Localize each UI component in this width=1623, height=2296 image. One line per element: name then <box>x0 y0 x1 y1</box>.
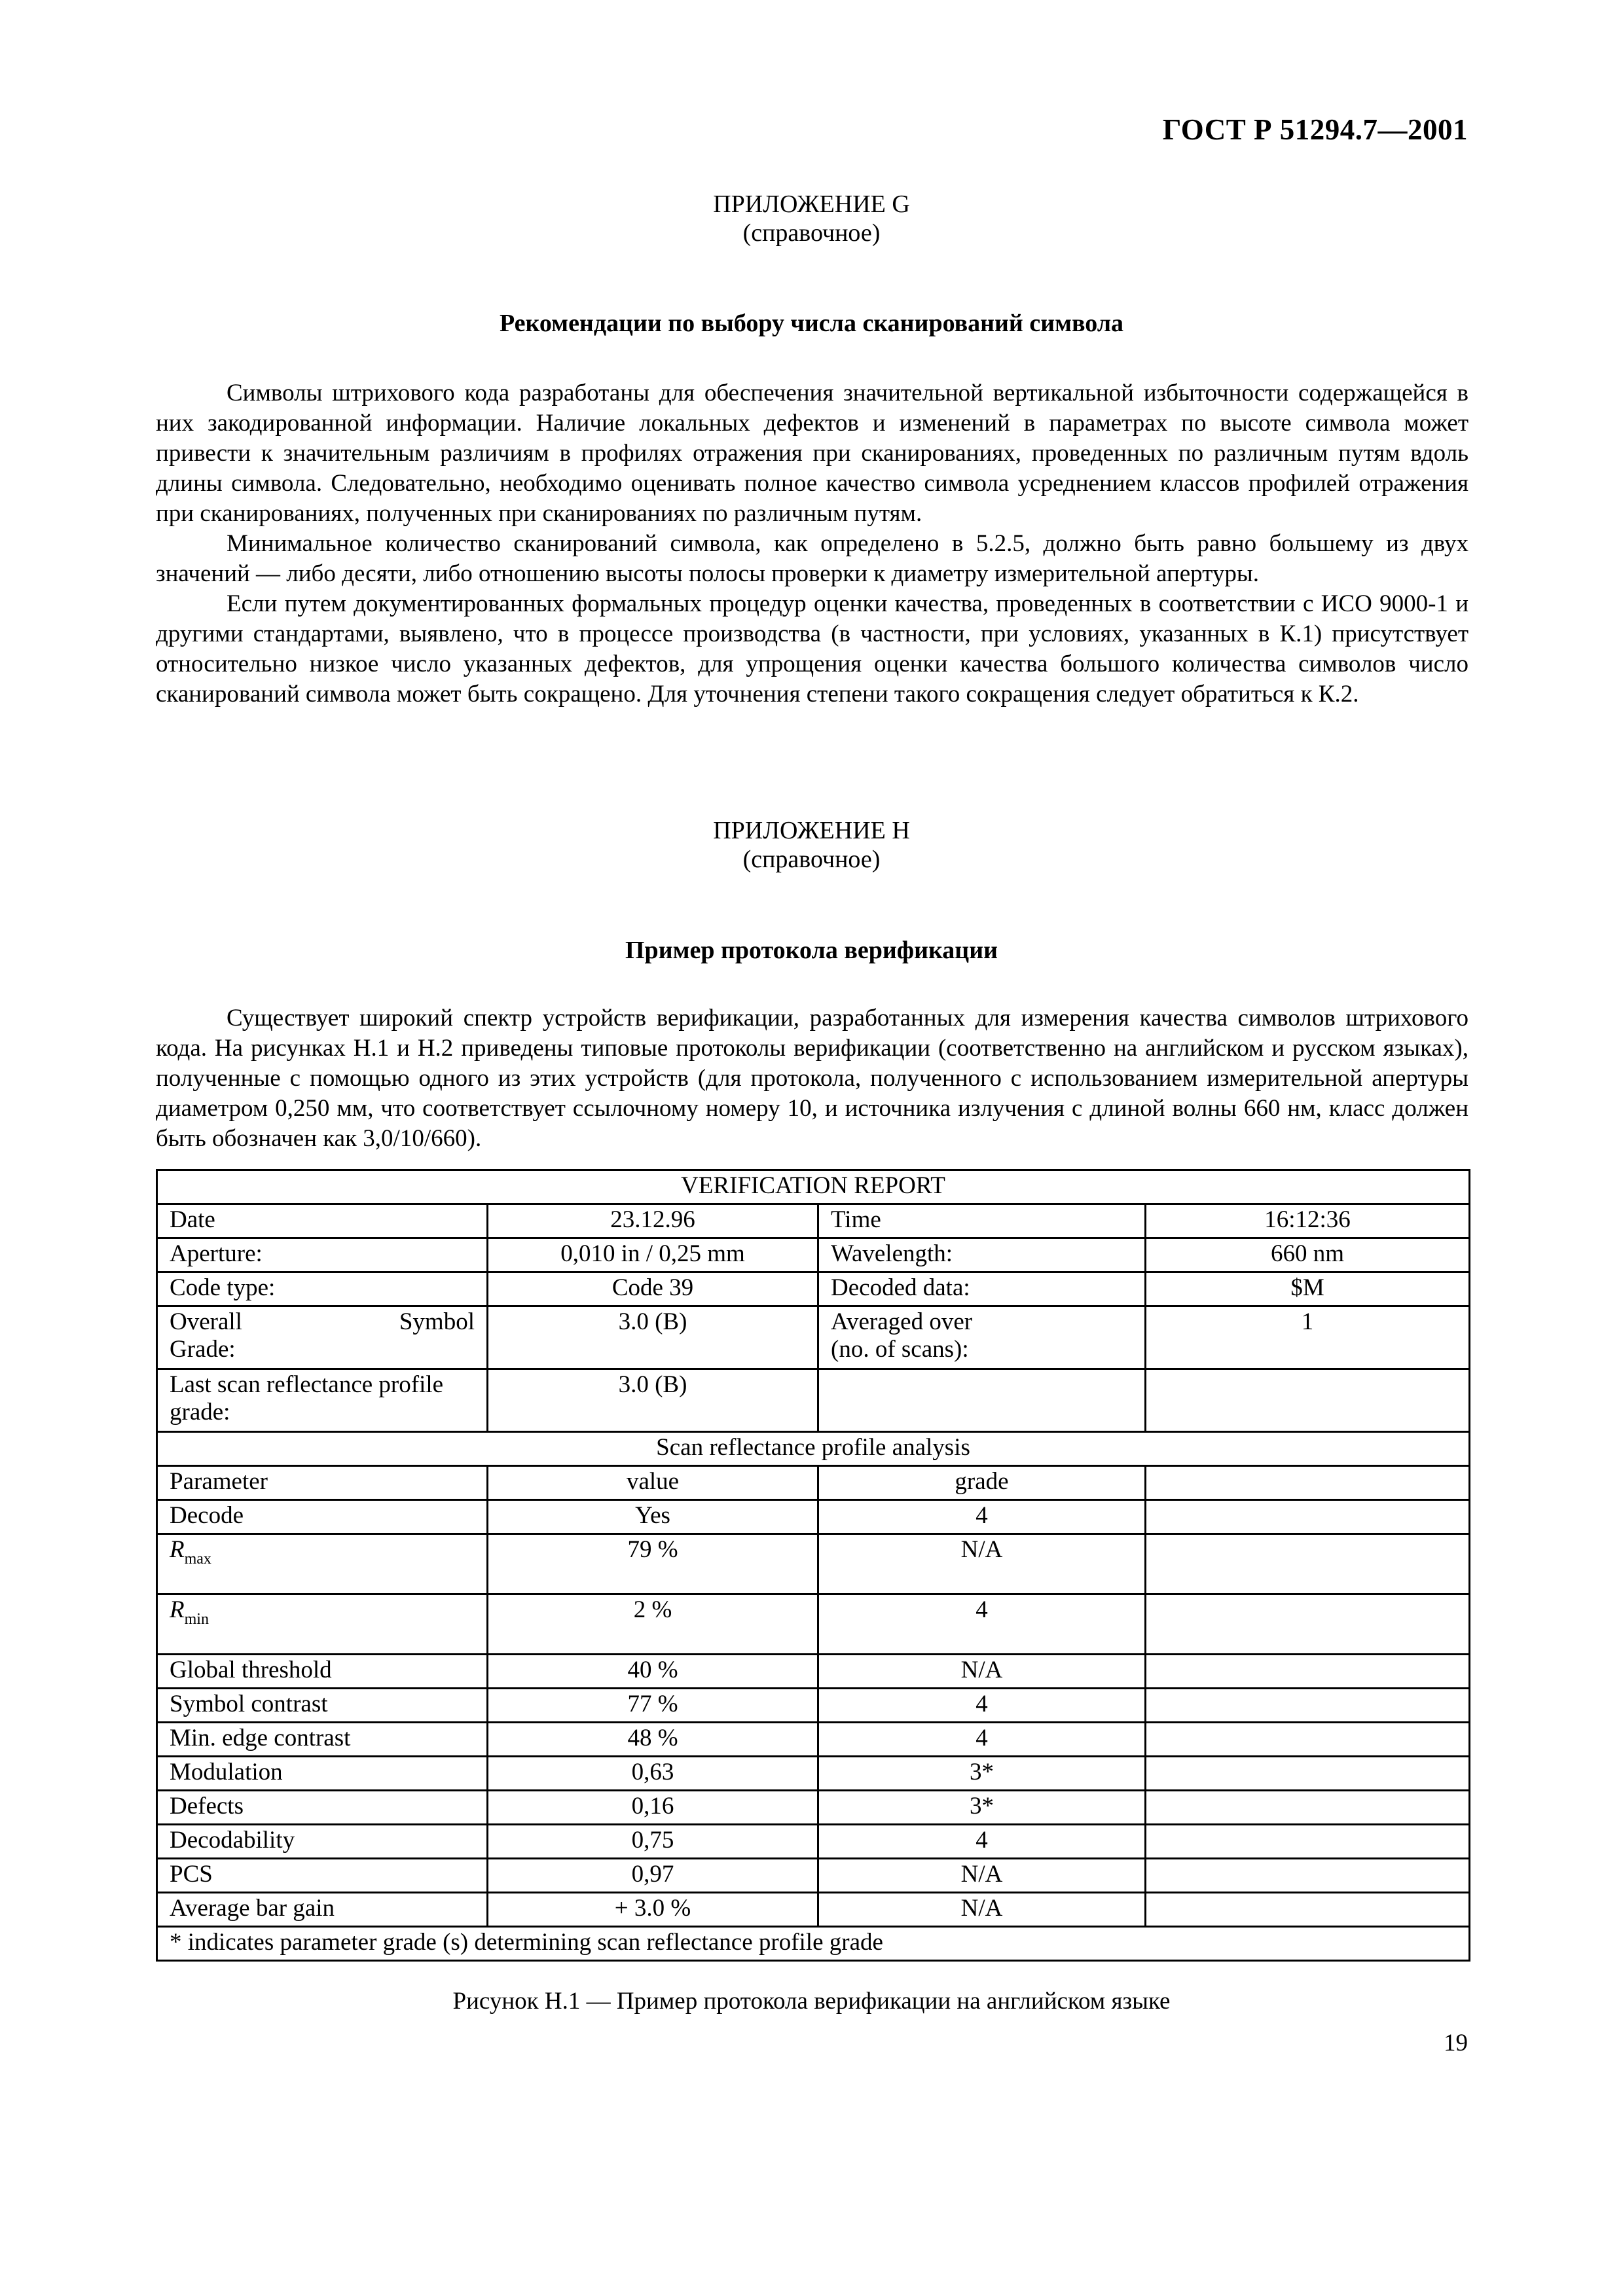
column-header-grade: grade <box>818 1466 1146 1500</box>
annex-h-status: (справочное) <box>742 846 881 873</box>
column-header-value: value <box>488 1466 818 1500</box>
table-row <box>157 1689 1470 1723</box>
parameter-value: 77 % <box>488 1689 818 1723</box>
symbol-r: R <box>170 1536 185 1563</box>
document-id: ГОСТ Р 51294.7—2001 <box>1162 113 1468 146</box>
annex-h-title: Пример протокола верификации <box>625 937 998 964</box>
table-row <box>157 1204 1470 1238</box>
parameter-grade: 4 <box>818 1689 1146 1723</box>
code-type-value: Code 39 <box>488 1272 818 1306</box>
decoded-data-label: Decoded data: <box>818 1272 1146 1306</box>
subscript: max <box>184 1551 211 1568</box>
annex-g-heading <box>0 190 1623 247</box>
parameter-grade: 4 <box>818 1825 1146 1859</box>
annex-h-label: ПРИЛОЖЕНИЕ Н <box>713 817 910 844</box>
parameter-name <box>157 1534 488 1594</box>
parameter-name: Min. edge contrast <box>157 1723 488 1757</box>
empty-cell <box>1146 1757 1470 1791</box>
parameter-value: 2 % <box>488 1594 818 1655</box>
empty-cell <box>1146 1369 1470 1432</box>
table-row <box>157 1500 1470 1534</box>
empty-cell <box>1146 1466 1470 1500</box>
report-title: VERIFICATION REPORT <box>157 1170 1470 1204</box>
verification-report-table <box>156 1169 1470 1962</box>
parameter-grade: 3* <box>818 1791 1146 1825</box>
parameter-grade: N/A <box>818 1893 1146 1927</box>
parameter-value: 40 % <box>488 1655 818 1689</box>
parameter-name: Defects <box>157 1791 488 1825</box>
empty-cell <box>1146 1534 1470 1594</box>
table-row <box>157 1893 1470 1927</box>
table-row <box>157 1594 1470 1655</box>
parameter-grade: N/A <box>818 1655 1146 1689</box>
parameter-value: 0,75 <box>488 1825 818 1859</box>
empty-cell <box>1146 1594 1470 1655</box>
parameter-grade: 3* <box>818 1757 1146 1791</box>
wavelength-label: Wavelength: <box>818 1238 1146 1272</box>
parameter-name: Modulation <box>157 1757 488 1791</box>
annex-g-title: Рекомендации по выбору числа сканирований символа <box>499 310 1124 337</box>
empty-cell <box>1146 1825 1470 1859</box>
table-row <box>157 1238 1470 1272</box>
code-type-label: Code type: <box>157 1272 488 1306</box>
annex-h-heading <box>0 816 1623 874</box>
empty-cell <box>1146 1500 1470 1534</box>
parameter-value: Yes <box>488 1500 818 1534</box>
averaged-over-value: 1 <box>1146 1306 1470 1369</box>
label-part: Overall <box>170 1308 242 1335</box>
analysis-title: Scan reflectance profile analysis <box>157 1432 1470 1466</box>
parameter-name: Decodability <box>157 1825 488 1859</box>
label-part: Symbol <box>399 1308 475 1335</box>
table-row <box>157 1369 1470 1432</box>
table-footnote: * indicates parameter grade (s) determining scan reflectance profile grade <box>157 1927 1470 1961</box>
last-scan-label: Last scan reflectance profile grade: <box>157 1369 488 1432</box>
empty-cell <box>1146 1791 1470 1825</box>
date-label: Date <box>157 1204 488 1238</box>
averaged-over-label <box>818 1306 1146 1369</box>
table-row <box>157 1791 1470 1825</box>
empty-cell <box>1146 1893 1470 1927</box>
figure-caption: Рисунок Н.1 — Пример протокола верификации на английском языке <box>452 1988 1171 2015</box>
aperture-label: Aperture: <box>157 1238 488 1272</box>
symbol-r: R <box>170 1596 185 1623</box>
table-row <box>157 1655 1470 1689</box>
paragraph: Существует широкий спектр устройств верификации, разработанных для измерения качества символов штрихового кода. На рисунках Н.1 и Н.2 приведены типовые протоколы верификации (соответственно на английском и русском языках), полученные с помощью одного из этих устройств (для протокола, полученного с использованием измерительной апертуры диаметром 0,250 мм, что соответствует ссылочному номеру 10, и источника излучения с длиной волны 660 нм, класс должен быть обозначен как 3,0/10/660). <box>156 1005 1468 1152</box>
table-header-row <box>157 1466 1470 1500</box>
empty-cell <box>1146 1859 1470 1893</box>
empty-cell <box>1146 1723 1470 1757</box>
table-row <box>157 1306 1470 1369</box>
time-value: 16:12:36 <box>1146 1204 1470 1238</box>
empty-cell <box>1146 1655 1470 1689</box>
table-row <box>157 1723 1470 1757</box>
paragraph: Минимальное количество сканирований символа, как определено в 5.2.5, должно быть равно большему из двух значений — либо десяти, либо отношению высоты полосы проверки к диаметру измерительной апертуры. <box>156 530 1468 587</box>
column-header-parameter: Parameter <box>157 1466 488 1500</box>
last-scan-value: 3.0 (B) <box>488 1369 818 1432</box>
paragraph: Символы штрихового кода разработаны для обеспечения значительной вертикальной избыточности содержащейся в них закодированной информации. Наличие локальных дефектов и изменений в параметрах по высоте символа может привести к значительным различиям в профилях отражения при сканированиях, проведенных по различным путям вдоль длины символа. Следовательно, необходимо оценивать полное качество символа усреднением классов профилей отражения при сканированиях, полученных при сканированиях по различным путям. <box>156 380 1468 527</box>
parameter-name: Decode <box>157 1500 488 1534</box>
label-part: Grade: <box>170 1336 236 1363</box>
parameter-grade: 4 <box>818 1723 1146 1757</box>
annex-g-label: ПРИЛОЖЕНИЕ G <box>713 190 910 218</box>
parameter-grade: N/A <box>818 1859 1146 1893</box>
parameter-grade: 4 <box>818 1500 1146 1534</box>
label-part: (no. of scans): <box>831 1336 969 1363</box>
parameter-value: + 3.0 % <box>488 1893 818 1927</box>
time-label: Time <box>818 1204 1146 1238</box>
parameter-value: 79 % <box>488 1534 818 1594</box>
paragraph: Если путем документированных формальных процедур оценки качества, проведенных в соответствии с ИСО 9000-1 и другими стандартами, выявлено, что в процессе производства (в частности, при условиях, указанных в К.1) присутствует относительно низкое число указанных дефектов, для упрощения оценки качества большого количества символов число сканирований символа может быть сокращено. Для уточнения степени такого сокращения следует обратиться к К.2. <box>156 590 1468 708</box>
parameter-value: 0,97 <box>488 1859 818 1893</box>
subscript: min <box>184 1611 209 1628</box>
parameter-name: PCS <box>157 1859 488 1893</box>
page-number: 19 <box>1444 2030 1468 2056</box>
parameter-value: 48 % <box>488 1723 818 1757</box>
parameter-name: Symbol contrast <box>157 1689 488 1723</box>
parameter-grade: N/A <box>818 1534 1146 1594</box>
empty-cell <box>818 1369 1146 1432</box>
parameter-value: 0,63 <box>488 1757 818 1791</box>
parameter-name: Average bar gain <box>157 1893 488 1927</box>
overall-grade-value: 3.0 (B) <box>488 1306 818 1369</box>
parameter-grade: 4 <box>818 1594 1146 1655</box>
parameter-name <box>157 1594 488 1655</box>
annex-g-status: (справочное) <box>742 219 881 247</box>
table-row <box>157 1757 1470 1791</box>
date-value: 23.12.96 <box>488 1204 818 1238</box>
parameter-name: Global threshold <box>157 1655 488 1689</box>
table-row <box>157 1859 1470 1893</box>
wavelength-value: 660 nm <box>1146 1238 1470 1272</box>
label-part: Averaged over <box>831 1308 973 1335</box>
annex-g-body <box>156 378 1468 709</box>
table-row <box>157 1825 1470 1859</box>
table-row <box>157 1272 1470 1306</box>
table-row <box>157 1534 1470 1594</box>
overall-grade-label <box>157 1306 488 1369</box>
parameter-value: 0,16 <box>488 1791 818 1825</box>
empty-cell <box>1146 1689 1470 1723</box>
aperture-value: 0,010 in / 0,25 mm <box>488 1238 818 1272</box>
decoded-data-value: $M <box>1146 1272 1470 1306</box>
annex-h-body <box>156 1003 1468 1154</box>
